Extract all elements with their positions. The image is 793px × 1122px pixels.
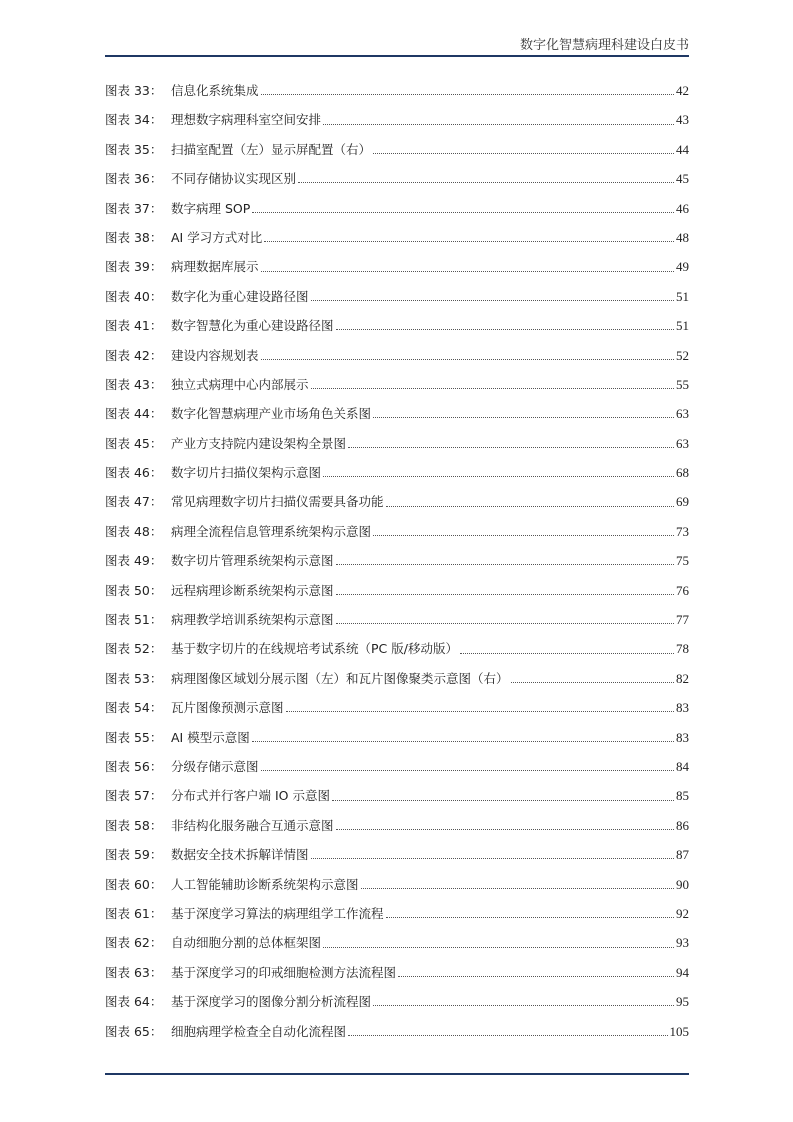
dot-leader xyxy=(298,182,674,183)
page-number: 52 xyxy=(676,347,689,363)
page-number: 49 xyxy=(676,259,689,275)
figure-title: 基于数字切片的在线规培考试系统（PC 版/移动版） xyxy=(171,641,458,657)
dot-leader xyxy=(373,1005,674,1006)
figure-title: 病理全流程信息管理系统架构示意图 xyxy=(171,523,372,539)
toc-entry[interactable] xyxy=(105,811,689,840)
dot-leader xyxy=(373,153,674,154)
dot-leader xyxy=(261,770,674,771)
figure-label: 图表 43： xyxy=(105,376,163,392)
figure-label: 图表 45： xyxy=(105,435,163,451)
dot-leader xyxy=(336,329,674,330)
toc-entry[interactable] xyxy=(105,987,689,1016)
figure-title: 独立式病理中心内部展示 xyxy=(171,376,309,392)
figure-title: 基于深度学习的图像分割分析流程图 xyxy=(171,994,372,1010)
header-rule xyxy=(105,55,689,57)
dot-leader xyxy=(286,711,674,712)
figure-label: 图表 34： xyxy=(105,112,163,128)
figure-title: 基于深度学习的印戒细胞检测方法流程图 xyxy=(171,964,397,980)
figure-title: 建设内容规划表 xyxy=(171,347,259,363)
figure-label: 图表 52： xyxy=(105,641,163,657)
dot-leader xyxy=(323,947,674,948)
page-number: 83 xyxy=(676,729,689,745)
page-number: 86 xyxy=(676,817,689,833)
figure-title: 常见病理数字切片扫描仪需要具备功能 xyxy=(171,494,384,510)
figure-title: 细胞病理学检查全自动化流程图 xyxy=(171,1023,347,1039)
figure-title: 理想数字病理科室空间安排 xyxy=(171,112,322,128)
page-number: 90 xyxy=(676,876,689,892)
page-number: 48 xyxy=(676,229,689,245)
dot-leader xyxy=(261,271,674,272)
figure-title: AI 模型示意图 xyxy=(171,729,250,745)
dot-leader xyxy=(398,976,674,977)
dot-leader xyxy=(386,917,674,918)
toc-entry[interactable] xyxy=(105,399,689,428)
dot-leader xyxy=(348,1035,667,1036)
figure-title: 远程病理诊断系统架构示意图 xyxy=(171,582,334,598)
toc-entry[interactable] xyxy=(105,899,689,928)
page-number: 69 xyxy=(676,494,689,510)
figure-title: 病理图像区域划分展示图（左）和瓦片图像聚类示意图（右） xyxy=(171,670,509,686)
dot-leader xyxy=(261,94,674,95)
page-number: 46 xyxy=(676,200,689,216)
figure-label: 图表 38： xyxy=(105,229,163,245)
page-number: 75 xyxy=(676,553,689,569)
page-number: 93 xyxy=(676,935,689,951)
figure-title: 数字病理 SOP xyxy=(171,200,251,216)
figure-label: 图表 51： xyxy=(105,612,163,628)
toc-entry[interactable] xyxy=(105,341,689,370)
page-number: 85 xyxy=(676,788,689,804)
dot-leader xyxy=(323,476,674,477)
page-number: 92 xyxy=(676,905,689,921)
figure-label: 图表 61： xyxy=(105,905,163,921)
toc-entry[interactable] xyxy=(105,194,689,223)
toc-entry[interactable] xyxy=(105,76,689,105)
page-number: 44 xyxy=(676,141,689,157)
dot-leader xyxy=(252,741,674,742)
dot-leader xyxy=(311,300,674,301)
page-number: 83 xyxy=(676,700,689,716)
toc-entry[interactable] xyxy=(105,487,689,516)
dot-leader xyxy=(261,359,674,360)
dot-leader xyxy=(386,506,674,507)
dot-leader xyxy=(332,800,674,801)
figure-title: 病理教学培训系统架构示意图 xyxy=(171,612,334,628)
toc-entry[interactable] xyxy=(105,723,689,752)
figure-label: 图表 49： xyxy=(105,553,163,569)
figure-label: 图表 55： xyxy=(105,729,163,745)
figure-label: 图表 35： xyxy=(105,141,163,157)
page-number: 77 xyxy=(676,612,689,628)
page-number: 82 xyxy=(676,670,689,686)
page-number: 63 xyxy=(676,406,689,422)
page-number: 78 xyxy=(676,641,689,657)
figure-label: 图表 48： xyxy=(105,523,163,539)
dot-leader xyxy=(511,682,674,683)
figure-label: 图表 56： xyxy=(105,758,163,774)
dot-leader xyxy=(336,594,674,595)
figure-label: 图表 46： xyxy=(105,465,163,481)
toc-entry[interactable] xyxy=(105,928,689,957)
toc-entry[interactable] xyxy=(105,458,689,487)
figure-label: 图表 37： xyxy=(105,200,163,216)
toc-entry[interactable] xyxy=(105,664,689,693)
toc-entry[interactable] xyxy=(105,252,689,281)
document-header-title: 数字化智慧病理科建设白皮书 xyxy=(519,38,689,53)
page-number: 45 xyxy=(676,171,689,187)
figure-title: 自动细胞分割的总体框架图 xyxy=(171,935,322,951)
page-number: 94 xyxy=(676,964,689,980)
toc-entry[interactable] xyxy=(105,752,689,781)
figure-title: 病理数据库展示 xyxy=(171,259,259,275)
page-number: 87 xyxy=(676,847,689,863)
figure-label: 图表 33： xyxy=(105,83,163,98)
figure-label: 图表 60： xyxy=(105,876,163,892)
toc-entry[interactable] xyxy=(105,370,689,399)
figure-title: 基于深度学习算法的病理组学工作流程 xyxy=(171,905,384,921)
footer-rule xyxy=(105,1073,689,1075)
figure-label: 图表 62： xyxy=(105,935,163,951)
figure-label: 图表 50： xyxy=(105,582,163,598)
figure-title: 数字切片管理系统架构示意图 xyxy=(171,553,334,569)
figure-label: 图表 42： xyxy=(105,347,163,363)
figure-label: 图表 40： xyxy=(105,288,163,304)
figure-title: 数字智慧化为重心建设路径图 xyxy=(171,318,334,334)
toc-entry[interactable] xyxy=(105,282,689,311)
page-number: 76 xyxy=(676,582,689,598)
page-number: 51 xyxy=(676,318,689,334)
figure-label: 图表 39： xyxy=(105,259,163,275)
figure-label: 图表 44： xyxy=(105,406,163,422)
toc-entry[interactable] xyxy=(105,105,689,134)
page-number: 42 xyxy=(676,83,689,98)
figure-label: 图表 47： xyxy=(105,494,163,510)
toc-entry[interactable] xyxy=(105,1017,689,1046)
figure-title: 扫描室配置（左）显示屏配置（右） xyxy=(171,141,372,157)
toc-entry[interactable] xyxy=(105,870,689,899)
dot-leader xyxy=(460,653,674,654)
page-number: 68 xyxy=(676,465,689,481)
dot-leader xyxy=(323,124,674,125)
figure-title: 不同存储协议实现区别 xyxy=(171,171,297,187)
page-number: 95 xyxy=(676,994,689,1010)
figure-list xyxy=(105,76,689,1046)
figure-label: 图表 64： xyxy=(105,994,163,1010)
dot-leader xyxy=(373,535,674,536)
figure-label: 图表 58： xyxy=(105,817,163,833)
figure-title: 分布式并行客户端 IO 示意图 xyxy=(171,788,330,804)
dot-leader xyxy=(361,888,674,889)
figure-title: 产业方支持院内建设架构全景图 xyxy=(171,435,347,451)
figure-title: 非结构化服务融合互通示意图 xyxy=(171,817,334,833)
toc-entry[interactable] xyxy=(105,840,689,869)
page-number: 73 xyxy=(676,523,689,539)
figure-title: AI 学习方式对比 xyxy=(171,229,263,245)
toc-entry[interactable] xyxy=(105,546,689,575)
toc-entry[interactable] xyxy=(105,135,689,164)
page-number: 63 xyxy=(676,435,689,451)
figure-label: 图表 36： xyxy=(105,171,163,187)
toc-entry[interactable] xyxy=(105,693,689,722)
toc-entry[interactable] xyxy=(105,223,689,252)
toc-entry[interactable] xyxy=(105,634,689,663)
dot-leader xyxy=(252,212,674,213)
toc-entry[interactable] xyxy=(105,429,689,458)
dot-leader xyxy=(373,417,674,418)
figure-title: 瓦片图像预测示意图 xyxy=(171,700,284,716)
dot-leader xyxy=(348,447,674,448)
dot-leader xyxy=(311,858,674,859)
figure-title: 数字化为重心建设路径图 xyxy=(171,288,309,304)
toc-entry[interactable] xyxy=(105,781,689,810)
toc-entry[interactable] xyxy=(105,311,689,340)
figure-title: 信息化系统集成 xyxy=(171,83,259,98)
figure-label: 图表 41： xyxy=(105,318,163,334)
dot-leader xyxy=(336,564,674,565)
figure-label: 图表 53： xyxy=(105,670,163,686)
dot-leader xyxy=(311,388,674,389)
page-number: 55 xyxy=(676,376,689,392)
figure-label: 图表 54： xyxy=(105,700,163,716)
toc-entry[interactable] xyxy=(105,517,689,546)
dot-leader xyxy=(336,829,674,830)
toc-entry[interactable] xyxy=(105,958,689,987)
figure-title: 数字切片扫描仪架构示意图 xyxy=(171,465,322,481)
toc-entry[interactable] xyxy=(105,164,689,193)
figure-title: 分级存储示意图 xyxy=(171,758,259,774)
figure-label: 图表 59： xyxy=(105,847,163,863)
page-number: 84 xyxy=(676,758,689,774)
figure-title: 数字化智慧病理产业市场角色关系图 xyxy=(171,406,372,422)
figure-title: 数据安全技术拆解详情图 xyxy=(171,847,309,863)
page-number: 51 xyxy=(676,288,689,304)
page-number: 105 xyxy=(669,1023,689,1039)
dot-leader xyxy=(264,241,674,242)
toc-entry[interactable] xyxy=(105,576,689,605)
figure-label: 图表 65： xyxy=(105,1023,163,1039)
figure-label: 图表 57： xyxy=(105,788,163,804)
toc-entry[interactable] xyxy=(105,605,689,634)
figure-label: 图表 63： xyxy=(105,964,163,980)
figure-title: 人工智能辅助诊断系统架构示意图 xyxy=(171,876,359,892)
dot-leader xyxy=(336,623,674,624)
page-number: 43 xyxy=(676,112,689,128)
